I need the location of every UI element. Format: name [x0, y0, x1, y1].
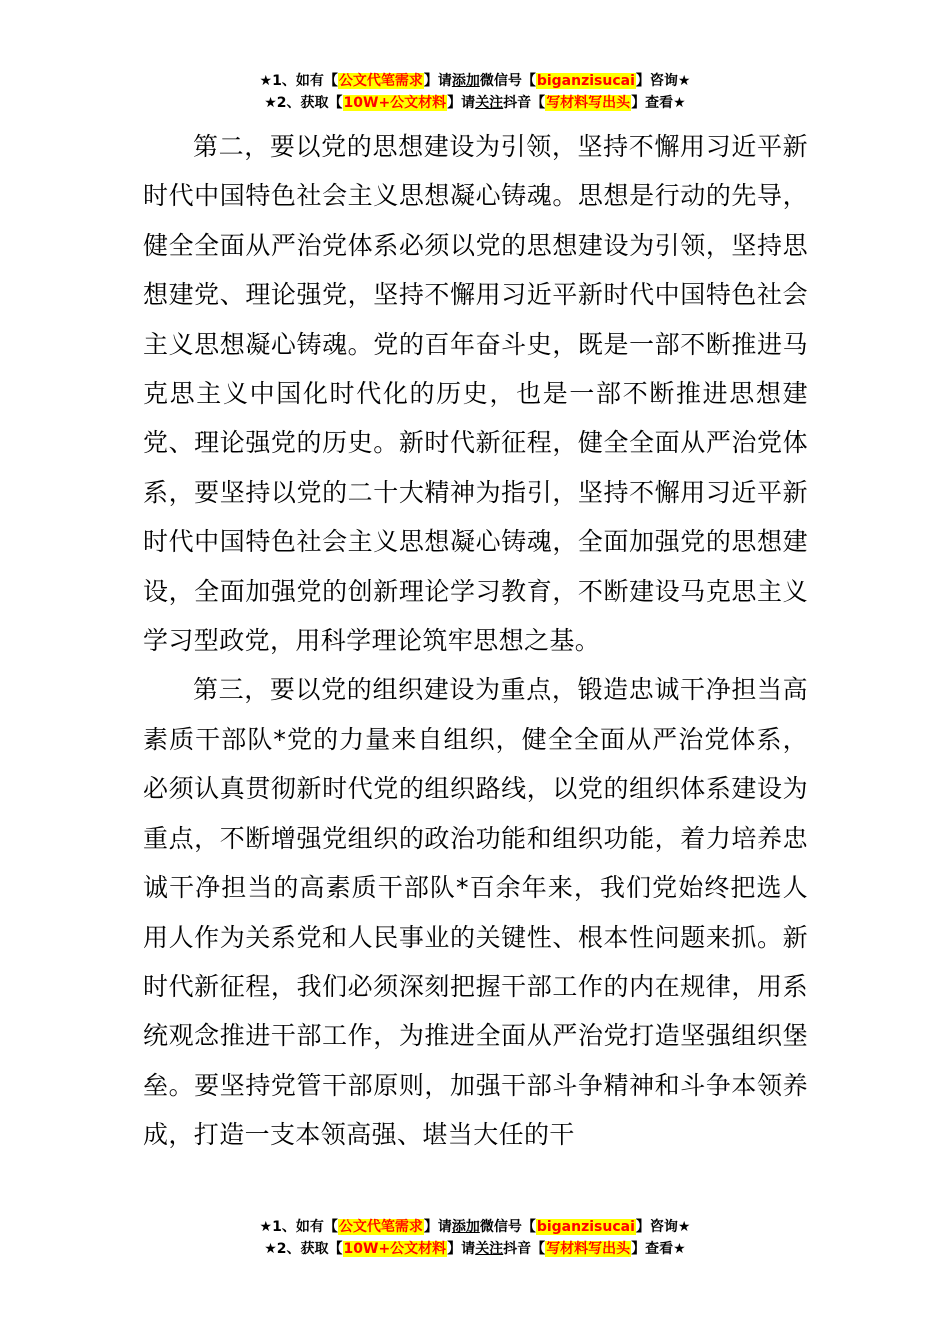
highlight-douyin-account: 写材料写出头 — [546, 1241, 631, 1257]
banner-line-1: ★1、如有【公文代笔需求】请添加微信号【biganzisucai】咨询★ — [259, 73, 691, 89]
footer-banner — [0, 1216, 950, 1260]
paragraph-3: 第三，要以党的组织建设为重点，锻造忠诚干净担当高素质干部队*党的力量来自组织，健全全面从严治党体系，必须认真贯彻新时代党的组织路线，以党的组织体系建设为重点，不断增强党组织的政治功能和组织功能，着力培养忠诚干净担当的高素质干部队*百余年来，我们党始终把选人用人作为关系党和人民事业的关键性、根本性问题来抓。新时代新征程，我们必须深刻把握干部工作的内在规律，用系统观念推进干部工作，为推进全面从严治党打造坚强组织堡垒。要坚持党管干部原则，加强干部斗争精神和斗争本领养成，打造一支本领高强、堪当大任的干 — [143, 675, 808, 1150]
header-banner — [0, 70, 950, 114]
highlight-service: 公文代笔需求 — [338, 73, 423, 89]
document-body — [143, 122, 808, 1160]
highlight-materials: 10W+公文材料 — [343, 1241, 447, 1257]
banner-line-2: ★2、获取【10W+公文材料】请关注抖音【写材料写出头】查看★ — [264, 1241, 686, 1257]
highlight-douyin-account: 写材料写出头 — [546, 95, 631, 111]
paragraph-2: 第二，要以党的思想建设为引领，坚持不懈用习近平新时代中国特色社会主义思想凝心铸魂。思想是行动的先导，健全全面从严治党体系必须以党的思想建设为引领，坚持思想建党、理论强党，坚持不懈用习近平新时代中国特色社会主义思想凝心铸魂。党的百年奋斗史，既是一部不断推进马克思主义中国化时代化的历史，也是一部不断推进思想建党、理论强党的历史。新时代新征程，健全全面从严治党体系，要坚持以党的二十大精神为指引，坚持不懈用习近平新时代中国特色社会主义思想凝心铸魂，全面加强党的思想建设，全面加强党的创新理论学习教育，不断建设马克思主义学习型政党，用科学理论筑牢思想之基。 — [143, 132, 808, 656]
highlight-wechat-id: biganzisucai — [536, 73, 635, 89]
highlight-wechat-id: biganzisucai — [536, 1219, 635, 1235]
banner-line-2: ★2、获取【10W+公文材料】请关注抖音【写材料写出头】查看★ — [264, 95, 686, 111]
highlight-service: 公文代笔需求 — [338, 1219, 423, 1235]
highlight-materials: 10W+公文材料 — [343, 95, 447, 111]
banner-line-1: ★1、如有【公文代笔需求】请添加微信号【biganzisucai】咨询★ — [259, 1219, 691, 1235]
